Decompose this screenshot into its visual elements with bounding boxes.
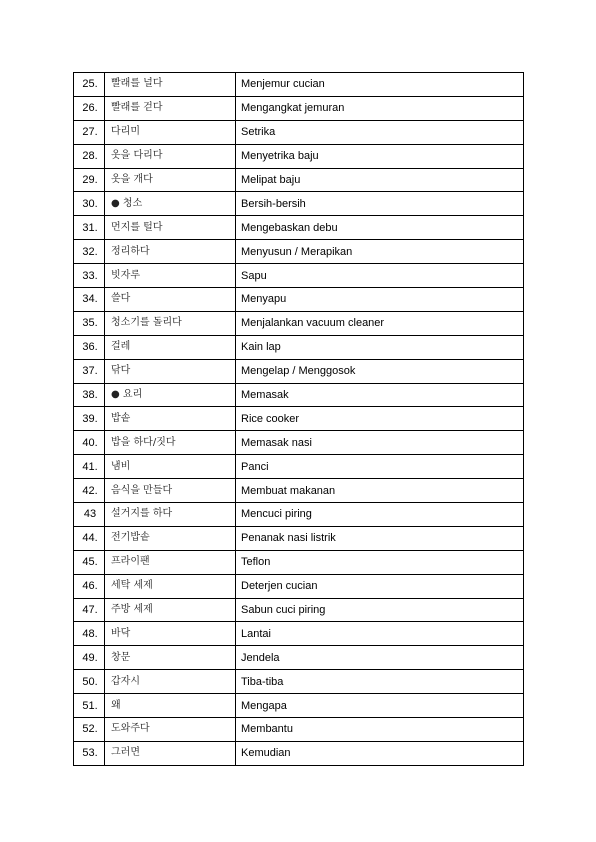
korean-term: 빨래를 걷다	[105, 96, 236, 120]
korean-term: 주방 세제	[105, 598, 236, 622]
korean-term: 밥을 하다/짓다	[105, 431, 236, 455]
table-row	[74, 598, 524, 622]
row-number: 26.	[74, 96, 105, 120]
vocabulary-table-body	[74, 73, 524, 766]
table-row	[74, 144, 524, 168]
row-number: 33.	[74, 264, 105, 288]
korean-term: 창문	[105, 646, 236, 670]
indonesian-translation: Teflon	[236, 550, 524, 574]
indonesian-translation: Bersih-bersih	[236, 192, 524, 216]
table-row	[74, 96, 524, 120]
indonesian-translation: Lantai	[236, 622, 524, 646]
row-number: 42.	[74, 479, 105, 503]
row-number: 39.	[74, 407, 105, 431]
row-number: 25.	[74, 73, 105, 97]
table-row	[74, 407, 524, 431]
table-row	[74, 288, 524, 312]
row-number: 31.	[74, 216, 105, 240]
korean-term: 빨래를 널다	[105, 73, 236, 97]
table-row	[74, 550, 524, 574]
korean-term: 프라이팬	[105, 550, 236, 574]
korean-term: 도와주다	[105, 718, 236, 742]
table-row	[74, 503, 524, 527]
table-row	[74, 335, 524, 359]
indonesian-translation: Menyusun / Merapikan	[236, 240, 524, 264]
table-row	[74, 670, 524, 694]
indonesian-translation: Kain lap	[236, 335, 524, 359]
table-row	[74, 455, 524, 479]
table-row	[74, 479, 524, 503]
table-row	[74, 741, 524, 765]
table-row	[74, 311, 524, 335]
row-number: 30.	[74, 192, 105, 216]
korean-term: 바닥	[105, 622, 236, 646]
table-row	[74, 192, 524, 216]
table-row	[74, 622, 524, 646]
indonesian-translation: Memasak nasi	[236, 431, 524, 455]
table-row	[74, 120, 524, 144]
row-number: 40.	[74, 431, 105, 455]
table-row	[74, 359, 524, 383]
indonesian-translation: Jendela	[236, 646, 524, 670]
indonesian-translation: Deterjen cucian	[236, 574, 524, 598]
vocabulary-table	[73, 72, 524, 766]
row-number: 46.	[74, 574, 105, 598]
table-row	[74, 718, 524, 742]
indonesian-translation: Rice cooker	[236, 407, 524, 431]
row-number: 34.	[74, 288, 105, 312]
row-number: 45.	[74, 550, 105, 574]
indonesian-translation: Menjemur cucian	[236, 73, 524, 97]
korean-term: ● 청소	[105, 192, 236, 216]
row-number: 48.	[74, 622, 105, 646]
row-number: 53.	[74, 741, 105, 765]
row-number: 29.	[74, 168, 105, 192]
indonesian-translation: Mengebaskan debu	[236, 216, 524, 240]
row-number: 35.	[74, 311, 105, 335]
korean-term: 전기밥솥	[105, 526, 236, 550]
row-number: 49.	[74, 646, 105, 670]
row-number: 37.	[74, 359, 105, 383]
korean-term: 걸레	[105, 335, 236, 359]
table-row	[74, 73, 524, 97]
row-number: 43	[74, 503, 105, 527]
korean-term: 옷을 다리다	[105, 144, 236, 168]
korean-term: 닦다	[105, 359, 236, 383]
korean-term: 쓸다	[105, 288, 236, 312]
indonesian-translation: Sabun cuci piring	[236, 598, 524, 622]
row-number: 32.	[74, 240, 105, 264]
korean-term: 갑자시	[105, 670, 236, 694]
indonesian-translation: Menjalankan vacuum cleaner	[236, 311, 524, 335]
korean-term: 정리하다	[105, 240, 236, 264]
indonesian-translation: Sapu	[236, 264, 524, 288]
indonesian-translation: Mengangkat jemuran	[236, 96, 524, 120]
indonesian-translation: Membuat makanan	[236, 479, 524, 503]
indonesian-translation: Melipat baju	[236, 168, 524, 192]
row-number: 51.	[74, 694, 105, 718]
korean-term: 빗자루	[105, 264, 236, 288]
korean-term: 세탁 세제	[105, 574, 236, 598]
indonesian-translation: Tiba-tiba	[236, 670, 524, 694]
indonesian-translation: Memasak	[236, 383, 524, 407]
indonesian-translation: Mengelap / Menggosok	[236, 359, 524, 383]
korean-term: 밥솥	[105, 407, 236, 431]
table-row	[74, 646, 524, 670]
table-row	[74, 240, 524, 264]
korean-term: 다리미	[105, 120, 236, 144]
table-row	[74, 431, 524, 455]
korean-term: 먼지를 털다	[105, 216, 236, 240]
table-row	[74, 168, 524, 192]
korean-term: 음식을 만들다	[105, 479, 236, 503]
table-row	[74, 264, 524, 288]
indonesian-translation: Panci	[236, 455, 524, 479]
row-number: 36.	[74, 335, 105, 359]
row-number: 44.	[74, 526, 105, 550]
korean-term: ● 요리	[105, 383, 236, 407]
indonesian-translation: Membantu	[236, 718, 524, 742]
row-number: 52.	[74, 718, 105, 742]
row-number: 41.	[74, 455, 105, 479]
korean-term: 왜	[105, 694, 236, 718]
korean-term: 청소기를 돌리다	[105, 311, 236, 335]
row-number: 50.	[74, 670, 105, 694]
indonesian-translation: Mencuci piring	[236, 503, 524, 527]
korean-term: 설거지를 하다	[105, 503, 236, 527]
korean-term: 옷을 개다	[105, 168, 236, 192]
row-number: 28.	[74, 144, 105, 168]
korean-term: 냄비	[105, 455, 236, 479]
indonesian-translation: Mengapa	[236, 694, 524, 718]
row-number: 27.	[74, 120, 105, 144]
table-row	[74, 216, 524, 240]
indonesian-translation: Menyetrika baju	[236, 144, 524, 168]
indonesian-translation: Kemudian	[236, 741, 524, 765]
indonesian-translation: Menyapu	[236, 288, 524, 312]
indonesian-translation: Setrika	[236, 120, 524, 144]
indonesian-translation: Penanak nasi listrik	[236, 526, 524, 550]
table-row	[74, 694, 524, 718]
row-number: 38.	[74, 383, 105, 407]
table-row	[74, 526, 524, 550]
row-number: 47.	[74, 598, 105, 622]
table-row	[74, 574, 524, 598]
korean-term: 그러면	[105, 741, 236, 765]
table-row	[74, 383, 524, 407]
